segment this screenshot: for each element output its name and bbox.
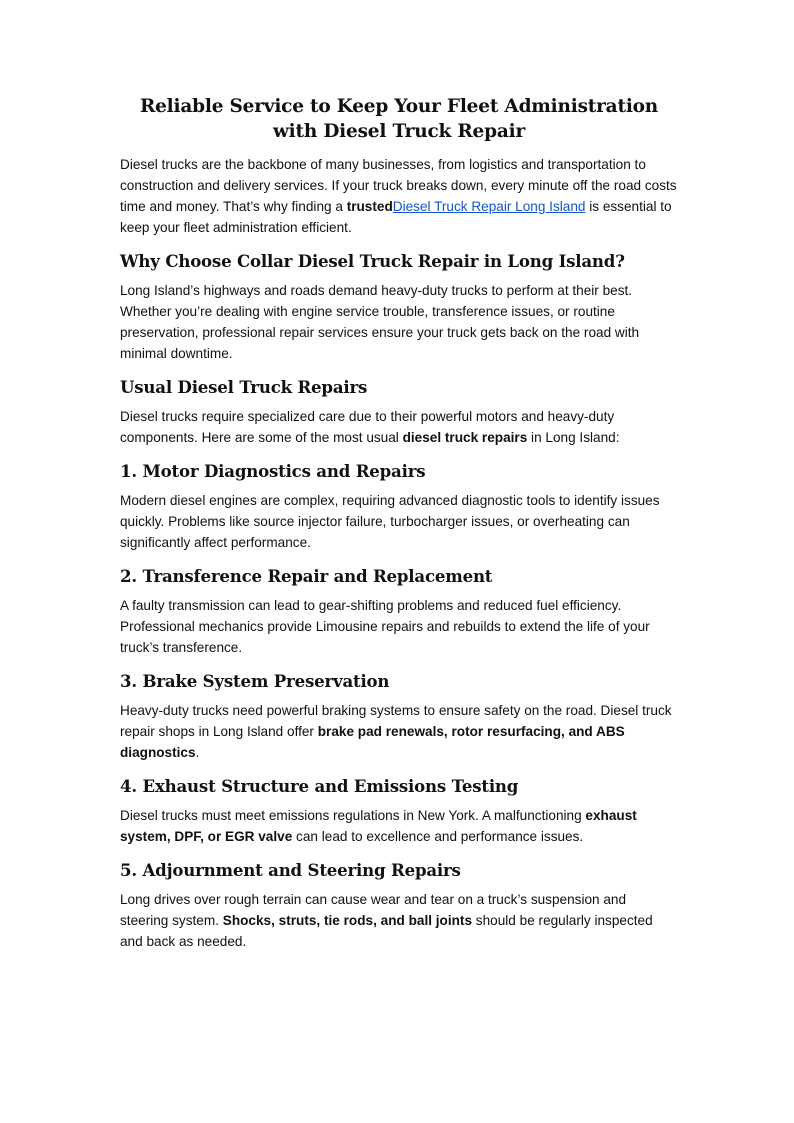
document-title: Reliable Service to Keep Your Fleet Administration with Diesel Truck Repair: [139, 96, 659, 142]
intro-text: Diesel trucks are the backbone of many businesses, from logistics and transportation to construction and delivery services. If your truck breaks down, every minute off the road costs time and money. That’s why finding a: [120, 157, 677, 214]
usual-heading: Usual Diesel Truck Repairs: [120, 377, 368, 397]
section-3-text-end: .: [195, 745, 200, 760]
section-5-text-end: should be regularly inspected and back as needed.: [120, 913, 653, 949]
intro-paragraph: [120, 154, 678, 238]
usual-text-end: in Long Island:: [527, 430, 620, 445]
section-5-text: Long drives over rough terrain can cause wear and tear on a truck’s suspension and steering system.: [120, 892, 627, 928]
section-5-paragraph: [120, 889, 678, 952]
intro-text-end: is essential to keep your fleet administration efficient.: [120, 199, 672, 235]
why-heading: Why Choose Collar Diesel Truck Repair in Long Island?: [120, 251, 625, 271]
section-3-bold-text: brake pad renewals, rotor resurfacing, and ABS diagnostics: [120, 724, 625, 760]
section-2-heading: 2. Transference Repair and Replacement: [120, 566, 493, 586]
section-4-text-end: can lead to excellence and performance issues.: [292, 829, 584, 844]
section-4-text: Diesel trucks must meet emissions regulations in New York. A malfunctioning: [120, 808, 586, 823]
diesel-truck-repair-link[interactable]: Diesel Truck Repair Long Island: [392, 199, 586, 214]
section-4-bold-text: exhaust system, DPF, or EGR valve: [120, 808, 637, 844]
section-3-paragraph: [120, 700, 678, 763]
section-4-paragraph: [120, 805, 678, 847]
section-1-heading: 1. Motor Diagnostics and Repairs: [120, 461, 426, 481]
why-paragraph: Long Island’s highways and roads demand heavy-duty trucks to perform at their best. Whether you’re dealing with engine service trouble, transference issues, or routine preservation, professional repair services ensure your truck gets back on the road with minimal downtime.: [120, 283, 640, 361]
section-2-paragraph: A faulty transmission can lead to gear-shifting problems and reduced fuel efficiency. Professional mechanics provide Limousine repairs and rebuilds to extend the life of your truck’s transference.: [120, 598, 650, 655]
section-1-paragraph: Modern diesel engines are complex, requiring advanced diagnostic tools to identify issues quickly. Problems like source injector failure, turbocharger issues, or overheating can significantly affect performance.: [120, 493, 660, 550]
usual-paragraph: [120, 406, 678, 448]
intro-bold-text: trusted: [346, 199, 393, 214]
usual-text: Diesel trucks require specialized care due to their powerful motors and heavy-duty components. Here are some of the most usual: [120, 409, 615, 445]
document-page: [120, 94, 678, 964]
section-4-heading: 4. Exhaust Structure and Emissions Testing: [120, 776, 519, 796]
usual-bold-text: diesel truck repairs: [402, 430, 528, 445]
section-3-heading: 3. Brake System Preservation: [120, 671, 390, 691]
section-5-bold-text: Shocks, struts, tie rods, and ball joints: [222, 913, 473, 928]
section-3-text: Heavy-duty trucks need powerful braking systems to ensure safety on the road. Diesel truck repair shops in Long Island offer: [120, 703, 672, 739]
section-5-heading: 5. Adjournment and Steering Repairs: [120, 860, 461, 880]
